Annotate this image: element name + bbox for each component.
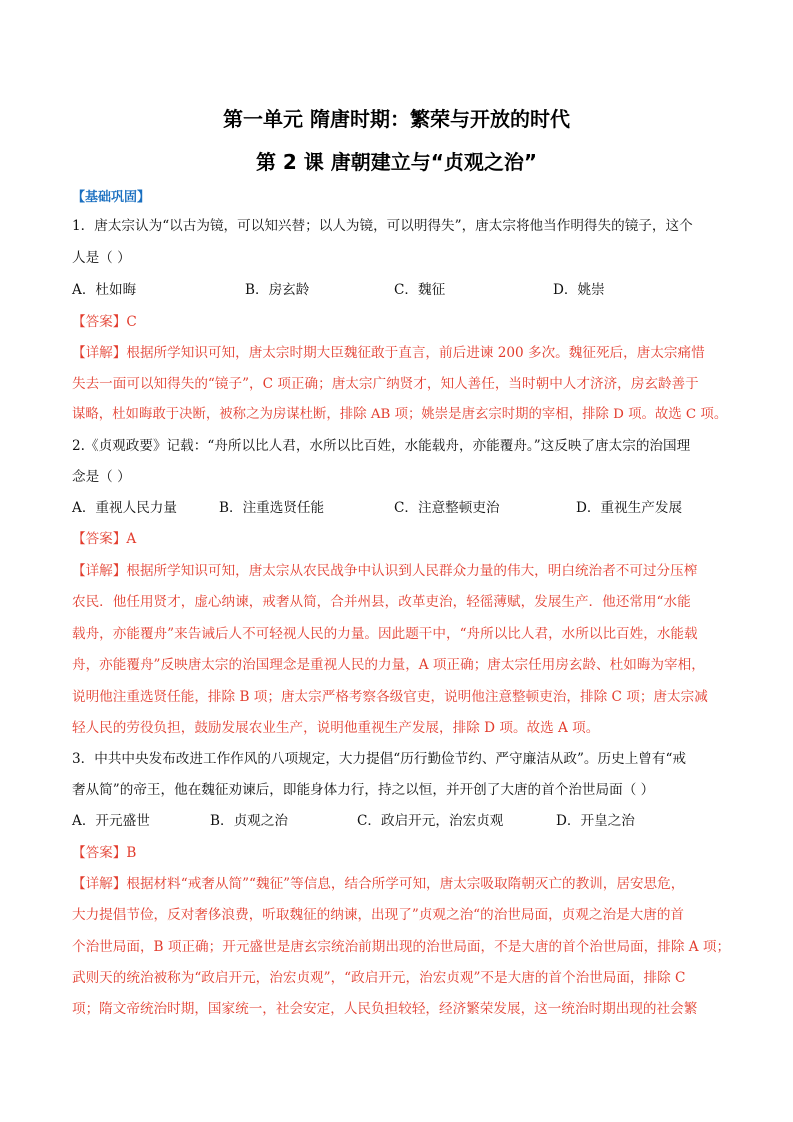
question-1-option-a: A．杜如晦 <box>72 282 137 298</box>
unit-title: 第一单元 隋唐时期：繁荣与开放的时代 <box>223 107 570 131</box>
question-2-stem-line: 2.《贞观政要》记载：“舟所以比人君，水所以比百姓，水能载舟，亦能覆舟。”这反映了唐太宗的治国理 <box>72 438 691 454</box>
question-3-detail-line: 【详解】根据材料“戒奢从简”“魏征”等信息，结合所学可知，唐太宗吸取隋朝灭亡的教训，居安思危， <box>72 876 685 892</box>
section-label: 【基础巩固】 <box>72 190 151 205</box>
question-2-option-a: A．重视人民力量 <box>72 500 177 516</box>
question-3-stem-line: 3．中共中央发布改进工作作风的八项规定，大力提倡“历行勤俭节约、严守廉洁从政”。历史上曾有“戒 <box>72 751 687 767</box>
question-1-option-c: C．魏征 <box>394 282 446 298</box>
question-3-option-d: D．开皇之治 <box>556 813 635 829</box>
question-3-detail-line: 武则天的统治被称为“政启开元，治宏贞观”，“政启开元，治宏贞观”不是大唐的首个治世局面，排除 C <box>72 970 686 986</box>
question-3-detail-line: 项；隋文帝统治时期，国家统一，社会安定，人民负担较轻，经济繁荣发展，这一统治时期出现的社会繁 <box>72 1001 698 1017</box>
question-1-option-b: B．房玄龄 <box>245 282 310 298</box>
question-2-detail-line: 载舟，亦能覆舟”来告诫后人不可轻视人民的力量。因此题干中，“舟所以比人君，水所以比百姓，水能载 <box>72 626 698 642</box>
question-2-option-d: D．重视生产发展 <box>576 500 683 516</box>
question-2-detail-line: 轻人民的劳役负担，鼓励发展农业生产，说明他重视生产发展，排除 D 项。故选 A 项。 <box>72 720 600 736</box>
question-2-detail-line: 舟，亦能覆舟”反映唐太宗的治国理念是重视人民的力量，A 项正确；唐太宗任用房玄龄、杜如晦为宰相， <box>72 657 705 673</box>
question-1-detail-line: 失去一面可以知得失的“镜子”，C 项正确；唐太宗广纳贤才，知人善任，当时朝中人才济济，房玄龄善于 <box>72 376 699 392</box>
question-3-stem-line: 奢从简”的帝王，他在魏征劝谏后，即能身体力行，持之以恒，并开创了大唐的首个治世局面（ ） <box>72 782 655 798</box>
question-2-detail-line: 【详解】根据所学知识可知，唐太宗从农民战争中认识到人民群众力量的伟大，明白统治者不可过分压榨 <box>72 563 698 579</box>
question-2-stem-line: 念是（ ） <box>72 469 131 485</box>
question-2-option-c: C．注意整顿吏治 <box>394 500 500 516</box>
question-1-answer: 【答案】C <box>72 314 137 330</box>
lesson-title: 第 2 课 唐朝建立与“贞观之治” <box>255 150 538 174</box>
question-2-detail-line: 说明他注重选贤任能，排除 B 项；唐太宗严格考察各级官吏，说明他注意整顿吏治，排除 C 项；唐太宗减 <box>72 689 708 705</box>
question-1-detail-line: 谋略，杜如晦敢于决断，被称之为房谋杜断，排除 AB 项；姚崇是唐玄宗时期的宰相，排除 D 项。故选 C 项。 <box>72 407 728 422</box>
question-1-stem-line: 人是（ ） <box>72 250 131 266</box>
question-1-detail-line: 【详解】根据所学知识可知，唐太宗时期大臣魏征敢于直言，前后进谏 200 多次。魏征死后，唐太宗痛惜 <box>72 345 705 361</box>
question-3-detail-line: 大力提倡节俭，反对奢侈浪费，听取魏征的纳谏，出现了”贞观之治“的治世局面，贞观之治是大唐的首 <box>72 907 685 923</box>
question-2-detail-line: 农民．他任用贤才，虚心纳谏，戒奢从简，合并州县，改革吏治，轻徭薄赋，发展生产．他还常用“水能 <box>72 594 691 610</box>
question-3-option-b: B．贞观之治 <box>210 813 288 829</box>
question-3-option-a: A．开元盛世 <box>72 813 150 829</box>
question-3-option-c: C．政启开元，治宏贞观 <box>357 813 504 829</box>
question-3-detail-line: 个治世局面，B 项正确；开元盛世是唐玄宗统治前期出现的治世局面，不是大唐的首个治世局面，排除 A 项； <box>72 939 731 955</box>
question-2-option-b: B．注重选贤任能 <box>219 500 325 516</box>
question-1-option-d: D．姚崇 <box>553 282 605 298</box>
question-3-answer: 【答案】B <box>72 845 137 861</box>
question-2-answer: 【答案】A <box>72 531 137 547</box>
question-1-stem-line: 1．唐太宗认为“以古为镜，可以知兴替；以人为镜，可以明得失”，唐太宗将他当作明得失的镜子，这个 <box>72 218 693 234</box>
